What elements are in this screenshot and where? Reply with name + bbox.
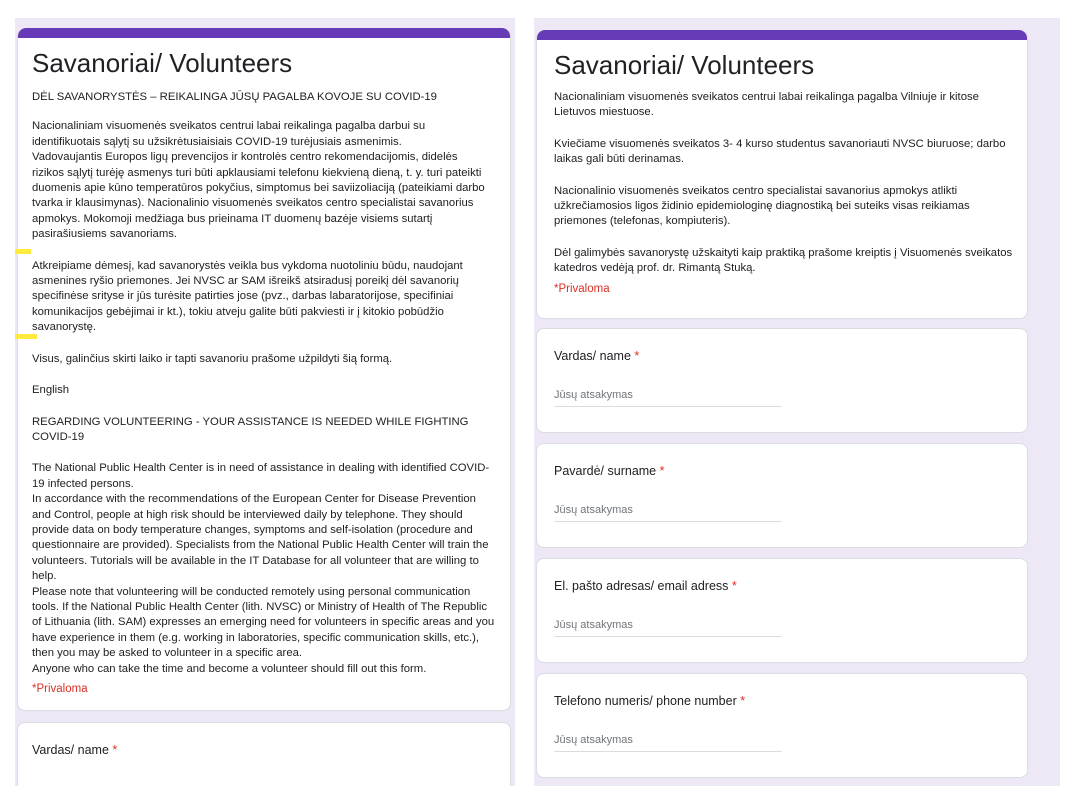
description-paragraph-2: Kviečiame visuomenės sveikatos 3- 4 kurso studentus savanoriauti NVSC biuruose; darbo laikas gali būti derinamas. <box>554 137 1006 166</box>
question-label <box>554 579 737 593</box>
left-form-screenshot <box>15 18 515 786</box>
question-card-email <box>536 558 1028 663</box>
form-description <box>554 90 1016 277</box>
question-card-name[interactable] <box>17 722 511 786</box>
question-label <box>554 349 639 363</box>
form-title: Savanoriai/ Volunteers <box>32 48 293 78</box>
email-input[interactable]: Jūsų atsakymas <box>554 617 782 637</box>
question-label <box>32 743 117 757</box>
required-star: * <box>112 743 118 757</box>
description-paragraph-en: The National Public Health Center is in need of assistance in dealing with identified COVID- 19 infected persons. In accordance with the recommendations of the European Center for Disease Prevention and Control, people at high risk should be interviewed daily by telephone. They should provide data on body temperature changes, symptoms and self-isolation (procedure and questionnaire are provided). Specialists from the National Public Health Center will train the volunteers. Tutorials will be available in the IT Database for all volunteer that are willing to help. Please note that volunteering will be conducted remotely using personal communication tools. If the National Public Health Center (lith. NVSC) or Ministry of Health of The Republic of Lithuania (lith. SAM) expresses an emerging need for volunteers in specific areas and you have experience in them (e.g. working in laboratories, specific communication skills, etc.), then you may be asked to volunteer in a specific area. Anyone who can take the time and become a volunteer should fill out this form. <box>32 462 495 675</box>
question-text: El. pašto adresas/ email adress <box>554 579 729 593</box>
question-text: Pavardė/ surname <box>554 464 657 478</box>
accent-bar <box>18 28 510 38</box>
question-text: Telefono numeris/ phone number <box>554 694 737 708</box>
question-label <box>554 464 665 478</box>
required-note: *Privaloma <box>554 283 610 295</box>
required-star: * <box>634 349 640 363</box>
required-star: * <box>740 694 746 708</box>
question-text: Vardas/ name <box>32 743 109 757</box>
english-label: English <box>32 384 70 397</box>
highlight-mark <box>15 249 31 254</box>
required-star: * <box>659 464 665 478</box>
form-title: Savanoriai/ Volunteers <box>554 50 815 80</box>
form-description <box>32 90 502 677</box>
name-input[interactable]: Jūsų atsakymas <box>554 387 782 407</box>
description-paragraph-4: Dėl galimybės savanorystę užskaityti kaip praktiką prašome kreiptis į Visuomenės sveikatos katedros vedėją prof. dr. Rimantą Stuką. <box>554 246 1013 275</box>
highlight-mark <box>15 334 37 339</box>
right-form-screenshot <box>534 18 1060 786</box>
question-card-surname <box>536 443 1028 548</box>
subheading-lt: DĖL SAVANORYSTĖS – REIKALINGA JŪSŲ PAGALBA KOVOJE SU COVID-19 <box>32 91 437 103</box>
description-paragraph-1: Nacionaliniam visuomenės sveikatos centrui labai reikalinga pagalba Vilniuje ir kitose Lietuvos miestuose. <box>554 91 979 119</box>
form-header-card <box>536 30 1028 319</box>
description-paragraph-3: Nacionalinio visuomenės sveikatos centro specialistai savanorius apmokys atlikti užkrečiamosios ligos židinio epidemiologinę diagnostiką bei suteiks visas reikiamas priemones (telefonas, kompiuteris). <box>554 184 970 228</box>
form-header-card <box>17 28 511 711</box>
question-card-phone <box>536 673 1028 778</box>
description-paragraph-3: Visus, galinčius skirti laiko ir tapti savanoriu prašome užpildyti šią formą. <box>32 352 393 365</box>
surname-input[interactable]: Jūsų atsakymas <box>554 502 782 522</box>
question-label <box>554 694 745 708</box>
question-text: Vardas/ name <box>554 349 631 363</box>
phone-input[interactable]: Jūsų atsakymas <box>554 732 782 752</box>
required-note: *Privaloma <box>32 683 88 695</box>
subheading-en: REGARDING VOLUNTEERING - YOUR ASSISTANCE IS NEEDED WHILE FIGHTING COVID-19 <box>32 415 469 443</box>
description-paragraph-2: Atkreipiame dėmesį, kad savanorystės veikla bus vykdoma nuotoliniu būdu, naudojant asmenines ryšio priemones. Jei NVSC ar SAM išreikš atsiradusį poreikį dėl savanorių specifinėse srityse ir jūs turėsite patirties jose (pvz., darbas labaratorijose, specifiniai komunikacijos gebėjimai ir kt.), tokiu atveju galite būti pakviesti ir į kitokio pobūdžio savanorystę. <box>32 259 463 334</box>
description-paragraph-1: Nacionaliniam visuomenės sveikatos centrui labai reikalinga pagalba darbui su identifikuotais sąlytį su užsikrėtusiaisiais COVID-19 turėjusiais asmenimis. Vadovaujantis Europos ligų prevencijos ir kontrolės centro rekomendacijomis, didelės rizikos sąlytį turėję asmenys turi būti apklausiami telefonu kiekvieną dieną, t. y. turi pateikti duomenis apie kūno temperatūros pokyčius, simptomus bei saviizoliaciją (pateikiami darbo tvarka ir klausimynas). Nacionalinio visuomenės sveikatos centro specialistai savanorius apmokys. Mokomoji medžiaga bus prieinama IT duomenų bazėje visiems sutartį pasirašiusiems savanoriams. <box>32 120 485 241</box>
required-star: * <box>731 579 737 593</box>
question-card-name <box>536 328 1028 433</box>
accent-bar <box>537 30 1027 40</box>
